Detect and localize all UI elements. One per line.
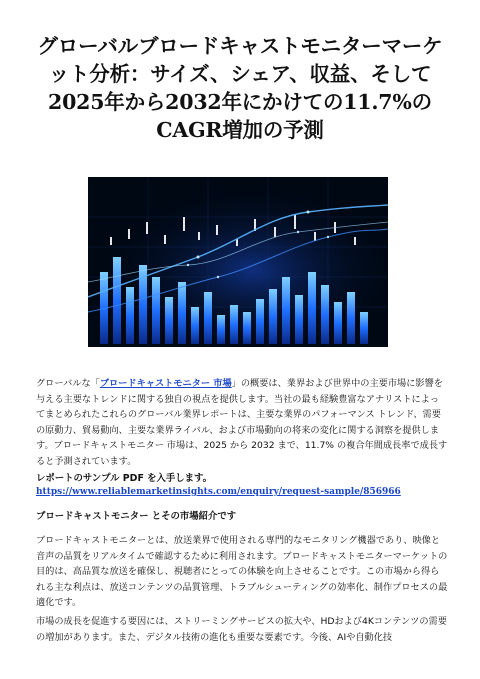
intro-before-link: グローバルな「 xyxy=(36,378,100,389)
section-heading: ブロードキャストモニター とその市場紹介です xyxy=(36,511,237,522)
bar-chart-illustration xyxy=(88,177,388,347)
section-paragraph-1: ブロードキャストモニターとは、放送業界で使用される専門的なモニタリング機器であり、映像と音声の品質をリアルタイムで確認するために利用されます。ブロードキャストモニターマーケットの目的は、高品質な放送を確保し、視聴者にとっての体験を向上させることです。この市場から得られる主な利点は、放送コンテンツの品質管理、トラブルシューティングの効率化、制作プロセスの最適化です。 xyxy=(36,535,448,609)
sample-heading: レポートのサンプル PDF を入手します。 xyxy=(36,473,212,484)
intro-after-link: 」の概要は、業界および世界中の主要市場に影響を与える主要なトレンドに関する独自の視点を提供します。当社の最も経験豊富なアナリストによってまとめられたこれらのグローバル業界レポートは、主要な業界のパフォーマンス トレンド、需要の原動力、貿易動向、主要な業界ライバル、および市場動向の将来の変化に関する洞察を提供します。ブロードキャストモニター 市場は、2025 から 2032 まで、11.7% の複合年間成長率で成長すると予測されています。 xyxy=(36,378,448,467)
sample-request-link[interactable]: https://www.reliablemarketinsights.com/enquiry/request-sample/856966 xyxy=(36,487,401,497)
document-title: グローバルブロードキャストモニターマーケット分析：サイズ、シェア、収益、そして2025年から2032年にかけての11.7%のCAGR増加の予測 xyxy=(37,34,443,142)
hero-image xyxy=(88,177,388,347)
section-paragraph-2: 市場の成長を促進する要因には、ストリーミングサービスの拡大や、HDおよび4Kコンテンツの需要の増加があります。また、デジタル技術の進化も重要な要素です。今後、AIや自動化技 xyxy=(36,616,447,643)
intro-paragraph xyxy=(36,376,448,470)
market-link[interactable]: ブロードキャストモニター 市場 xyxy=(99,378,232,389)
